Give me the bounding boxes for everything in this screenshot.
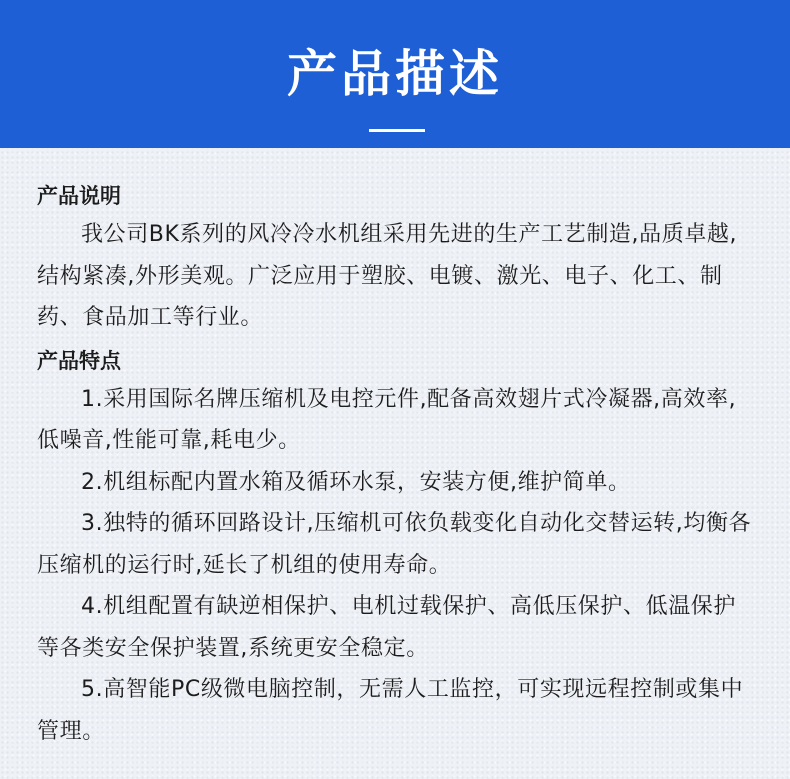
feature-paragraph-2: 2.机组标配内置水箱及循环水泵，安装方便,维护简单。 xyxy=(81,469,631,495)
feature-paragraph-4: 4.机组配置有缺逆相保护、电机过载保护、高低压保护、低温保护等各类安全保护装置,系统更安全稳定。 xyxy=(37,594,736,661)
feature-paragraph-3: 3.独特的循环回路设计,压缩机可依负载变化自动化交替运转,均衡各压缩机的运行时,延长了机组的使用寿命。 xyxy=(37,511,752,578)
content-area xyxy=(37,178,755,752)
title-underline xyxy=(369,129,425,132)
section-title-description: 产品说明 xyxy=(37,184,121,208)
description-paragraph: 我公司BK系列的风冷冷水机组采用先进的生产工艺制造,品质卓越,结构紧凑,外形美观。广泛应用于塑胶、电镀、激光、电子、化工、制药、食品加工等行业。 xyxy=(37,222,738,330)
section-product-features xyxy=(37,343,755,753)
page-title: 产品描述 xyxy=(287,45,503,103)
section-product-description xyxy=(37,178,755,339)
feature-paragraph-5: 5.高智能PC级微电脑控制，无需人工监控，可实现远程控制或集中管理。 xyxy=(37,677,744,744)
feature-paragraph-1: 1.采用国际名牌压缩机及电控元件,配备高效翅片式冷凝器,高效率,低噪音,性能可靠,耗电少。 xyxy=(37,386,737,453)
header-banner xyxy=(0,0,790,148)
section-title-features: 产品特点 xyxy=(37,348,121,373)
